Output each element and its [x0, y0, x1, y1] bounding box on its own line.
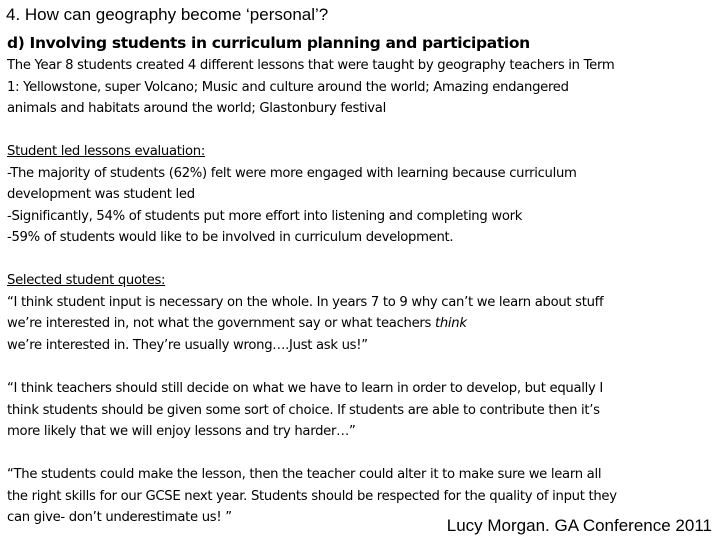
evaluation-line: -Significantly, 54% of students put more effort into listening and completing work	[7, 208, 523, 224]
author-credit: Lucy Morgan. GA Conference 2011	[446, 516, 712, 535]
intro-line: The Year 8 students created 4 different lessons that were taught by geography teachers in Term	[7, 58, 615, 73]
quote-line: think students should be given some sort of choice. If students are able to contribute then it’s	[7, 402, 600, 418]
evaluation-line: development was student led	[7, 187, 195, 202]
intro-paragraph	[7, 55, 614, 120]
quote-line: “I think teachers should still decide on what we have to learn in order to develop, but equally I	[7, 381, 603, 396]
quote-line: can give- don’t underestimate us! ”	[7, 510, 232, 525]
evaluation-line: -The majority of students (62%) felt were more engaged with learning because curriculum	[7, 165, 577, 181]
quote-line: the right skills for our GCSE next year. Students should be respected for the quality of input they	[7, 488, 617, 504]
quote-line: “I think student input is necessary on the whole. In years 7 to 9 why can’t we learn about stuff	[7, 294, 604, 310]
evaluation-line: -59% of students would like to be involved in curriculum development.	[7, 230, 454, 245]
quote-italic-word: think	[435, 316, 467, 331]
quote-line	[7, 313, 603, 335]
slide-title: 4. How can geography become ‘personal’?	[6, 5, 329, 24]
quote-text: we’re interested in, not what the government say or what teachers	[7, 316, 435, 331]
quote-line: we’re interested in. They’re usually wrong….Just ask us!”	[7, 337, 368, 353]
intro-line: 1: Yellowstone, super Volcano; Music and culture around the world; Amazing endangered	[7, 79, 569, 95]
quotes-heading: Selected student quotes:	[7, 273, 166, 288]
slide-subtitle: d) Involving students in curriculum planning and participation	[7, 34, 530, 52]
quote-2	[7, 378, 603, 443]
intro-line: animals and habitats around the world; Glastonbury festival	[7, 101, 386, 116]
quotes-section	[7, 270, 603, 356]
evaluation-section	[7, 141, 577, 249]
quote-line: “The students could make the lesson, then the teacher could alter it to make sure we learn all	[7, 467, 602, 482]
evaluation-heading: Student led lessons evaluation:	[7, 144, 205, 159]
quote-line: more likely that we will enjoy lessons and try harder…”	[7, 424, 356, 439]
